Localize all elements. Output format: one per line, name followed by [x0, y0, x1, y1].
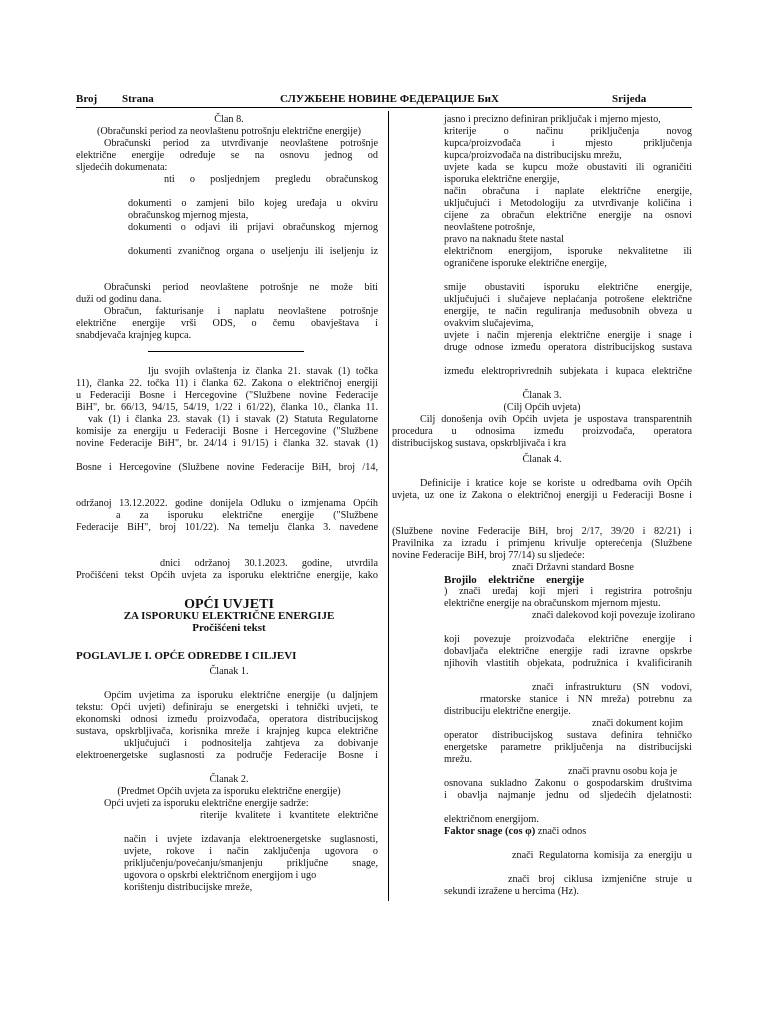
text-line: Obračunski period neovlaštene potrošnje ne može biti: [104, 282, 378, 293]
definition: ) znači uređaj koji mjeri i registrira potrošnju: [444, 586, 692, 597]
definition-cont: sekundi izražene u hercima (Hz).: [444, 886, 579, 897]
list-item: uvjete, rokove i način zaključenja ugovora o: [124, 846, 378, 857]
text-line: održanoj 13.12.2022. godine donijela Odluku o izmjenama Općih: [76, 498, 378, 509]
list-item-cont: ovakvim slučajevima,: [444, 318, 534, 329]
list-item-cont: uključujući i slučajeve neplaćanja potrošene električne: [444, 294, 692, 305]
list-item: uvjete kada se kupcu može obustaviti ili ograničiti: [444, 162, 692, 173]
text-line: Definicije i kratice koje se koriste u odredbama ovih Općih: [420, 478, 692, 489]
article-2-title: Članak 2.: [209, 774, 249, 785]
doc-subtitle: ZA ISPORUKU ELEKTRIČNE ENERGIJE: [123, 610, 335, 622]
header-broj: Broj: [76, 93, 98, 105]
list-item: nti o posljednjem pregledu obračunskog: [164, 174, 378, 185]
text-line: električne energije određuje se na osnovu jednog od: [76, 150, 378, 161]
list-item: dokumenti zvaničnog organa o useljenju ili iseljenju iz: [128, 246, 378, 257]
header-srijeda: Srijeda: [612, 93, 647, 105]
definition-cont: dobavljača električne energije radi izravne opskrbe: [444, 646, 692, 657]
text-line: a za isporuku električne energije ("Službene: [116, 510, 378, 521]
text-line: lju svojih ovlaštenja iz članka 21. stavak (1) točka: [148, 366, 378, 377]
definition-cont: i obavlja najmanje jednu od sljedećih djelatnosti:: [444, 790, 692, 801]
header-rule: [76, 107, 692, 108]
list-item: druge odnose između operatora distribucijskog sustava: [444, 342, 692, 353]
article-4-title: Članak 4.: [522, 454, 562, 465]
definition: znači dalekovod koji povezuje izolirano: [532, 610, 695, 621]
text-line: komisije za energiju u Federaciji Bosne i Hercegovine ("Službene: [76, 426, 378, 437]
list-item-cont: cijene za obračun električne energije na osnovi: [444, 210, 692, 221]
text-line: Pravilnika za izradu i primjenu krivulje opterećenja (Službene: [392, 538, 692, 549]
list-item-cont: korištenju distribucijske mreže,: [124, 882, 253, 893]
text-line: Federacije BiH", broj 101/22). Na temelju članka 3. navedene: [76, 522, 378, 533]
definition: znači broj ciklusa izmjenične struje u: [508, 874, 692, 885]
article-2-subtitle: (Predmet Općih uvjeta za isporuku električne energije): [117, 786, 341, 797]
text-line: procedura u odnosima između proizvođača, operatora: [392, 426, 692, 437]
text-line: BiH", br. 66/13, 94/15, 54/19, 1/22 i 61/22), članka 10., članka 11.: [76, 402, 378, 413]
doc-title: OPĆI UVJETI: [184, 597, 274, 612]
definition-cont: električne energije na obračunskom mjernom mjestu.: [444, 598, 661, 609]
text-line: ekonomski odnosi između proizvođača, operatora distribucijskog: [76, 714, 378, 725]
term-faktor-snage: [444, 826, 586, 838]
text-line: Pročišćeni tekst Općih uvjeta za isporuku električne energije, kako: [76, 570, 378, 581]
text-line: tekstu: Opći uvjeti) definiraju se energetski i tehnički uvjeti, te: [76, 702, 378, 713]
list-item-cont: kupca/proizvođača i mjesto priključenja: [444, 138, 692, 149]
list-item: jasno i precizno definiran priključak i mjerno mjesto,: [444, 114, 661, 125]
doc-subtitle-2: Pročišćeni tekst: [192, 622, 266, 634]
text-line: Opći uvjeti za isporuku električne energije sadrže:: [104, 798, 309, 809]
list-item: ugovora o opskrbi električnom energijom i ugo: [124, 870, 317, 881]
list-item-cont: energije, te način reguliranja međusobnih obveza u: [444, 306, 692, 317]
list-item-cont: kupca/proizvođača na distribucijsku mrežu,: [444, 150, 622, 161]
definition-cont: njihovih vlastitih objekata, podružnica i kvalificiranih: [444, 658, 692, 669]
text-line: Bosne i Hercegovine (Službene novine Federacije BiH, broj /14,: [76, 462, 378, 473]
list-item: riterije kvalitete i kvantitete električne: [200, 810, 378, 821]
article-8-subtitle: (Obračunski period za neovlaštenu potrošnju električne energije): [96, 126, 362, 137]
article-1-title: Članak 1.: [209, 666, 249, 677]
list-item-cont: neovlaštene potrošnje,: [444, 222, 536, 233]
separator-line: [148, 351, 304, 352]
definition-cont: koji povezuje proizvođača električne energije i: [444, 634, 692, 645]
definition-cont: rmatorske stanice i NN mreža) potrebnu za: [480, 694, 692, 705]
text-line: sljedećih dokumenata:: [76, 162, 168, 173]
header-title: СЛУЖБЕНЕ НОВИНЕ ФЕДЕРАЦИЈЕ БиХ: [280, 93, 499, 105]
text-line: snabdjevača krajnjeg kupca.: [76, 330, 192, 341]
list-item: način i uvjete izdavanja elektroenergetske suglasnosti,: [124, 834, 378, 845]
list-item-cont: između elektroprivrednih subjekata i kupaca električne: [444, 366, 692, 377]
article-8-title: Član 8.: [214, 114, 244, 125]
text-line: Obračun, fakturisanje i naplatu neovlaštene potrošnje: [104, 306, 378, 317]
term-brojilo: Brojilo električne energije: [444, 574, 584, 586]
list-item-cont: obračunskog mjernog mjesta,: [128, 210, 249, 221]
definition-cont: mrežu.: [444, 754, 473, 765]
text-line: 11), članka 22. točka 11) i članka 62. Zakona o električnoj energiji: [76, 378, 378, 389]
text-line: elektroenergetske suglasnosti za područje Federacije Bosne i: [76, 750, 378, 761]
text-line: dnici održanoj 30.1.2023. godine, utvrdila: [160, 558, 378, 569]
definition-cont: električnom energijom.: [444, 814, 539, 825]
definition: znači infrastrukturu (SN vodovi,: [532, 682, 692, 693]
definition-cont: osnovana sukladno Zakonu o gospodarskim društvima: [444, 778, 692, 789]
list-item: uvjete i način mjerenja električne energije i snage i: [444, 330, 692, 341]
list-item-cont: uključujući i Metodologiju za utvrđivanje količina i: [444, 198, 692, 209]
list-item: dokumenti o odjavi ili prijavi obračunskog mjernog: [128, 222, 378, 233]
term-faktor-snage-def: znači odnos: [535, 826, 587, 837]
text-line: u Federaciji Bosne i Hercegovine ("Službene novine Federacije: [76, 390, 378, 401]
definition-cont: distribuciju električne energije.: [444, 706, 571, 717]
column-divider: [388, 111, 389, 901]
text-line: uvjeta, uz one iz Zakona o električnoj energiji u Federaciji Bosne i: [392, 490, 692, 501]
text-line: sustava, opskrbljivača, korisnika mreže i krajnjeg kupca električne: [76, 726, 378, 737]
text-line: Općim uvjetima za isporuku električne energije (u daljnjem: [104, 690, 378, 701]
header-strana: Strana: [122, 93, 154, 105]
definition-cont: energetske parametre priključenja na distribucijski: [444, 742, 692, 753]
list-item: način obračuna i naplate električne energije,: [444, 186, 692, 197]
list-item-cont: isporuka električne energije,: [444, 174, 560, 185]
term-faktor-snage-label: Faktor snage (cos φ): [444, 826, 536, 837]
text-line: vak (1) i članka 23. stavak (1) i stavak (2) Statuta Regulatorne: [88, 414, 378, 425]
definition: znači Regulatorna komisija za energiju u: [512, 850, 692, 861]
list-item-cont: priključenju/povećanju/smanjenju priključne snage,: [124, 858, 378, 869]
article-3-title: Članak 3.: [522, 390, 562, 401]
list-item-cont: električnom energijom, isporuke nekvalitetne ili: [444, 246, 692, 257]
text-line: (Službene novine Federacije BiH, broj 2/17, 39/20 i 82/21) i: [392, 526, 692, 537]
text-line: Obračunski period za utvrđivanje neovlaštene potrošnje: [104, 138, 378, 149]
text-line: električne energije vrši ODS, o čemu obavještava i: [76, 318, 378, 329]
text-line: distribucijskog sustava, opskrbljivača i kra: [392, 438, 567, 449]
definition-cont: operator distribucijskog sustava definira tehničko: [444, 730, 692, 741]
list-item: dokumenti o zamjeni bilo kojeg uređaja u okviru: [128, 198, 378, 209]
article-3-subtitle: (Cilj Općih uvjeta): [503, 402, 581, 413]
definition: znači Državni standard Bosne: [512, 562, 634, 573]
list-item-cont: ograničene isporuke električne energije,: [444, 258, 607, 269]
text-line: uključujući i podnositelja zahtjeva za dobivanje: [124, 738, 378, 749]
definition: znači dokument kojim: [592, 718, 684, 729]
list-item: kriterije o načinu priključenja novog: [444, 126, 692, 137]
text-line: novine Federacije BiH, broj 77/14) su sljedeće:: [392, 550, 585, 561]
definition: znači pravnu osobu koja je: [568, 766, 678, 777]
chapter-heading: POGLAVLJE I. OPĆE ODREDBE I CILJEVI: [76, 650, 297, 662]
text-line: duži od godinu dana.: [76, 294, 162, 305]
text-line: novine Federacije BiH", br. 24/14 i 91/15) i članka 32. stavak (1): [76, 438, 378, 449]
list-item: smije obustaviti isporuku električne energije,: [444, 282, 692, 293]
text-line: Cilj donošenja ovih Općih uvjeta je uspostava transparentnih: [420, 414, 692, 425]
list-item: pravo na naknadu štete nastal: [444, 234, 564, 245]
